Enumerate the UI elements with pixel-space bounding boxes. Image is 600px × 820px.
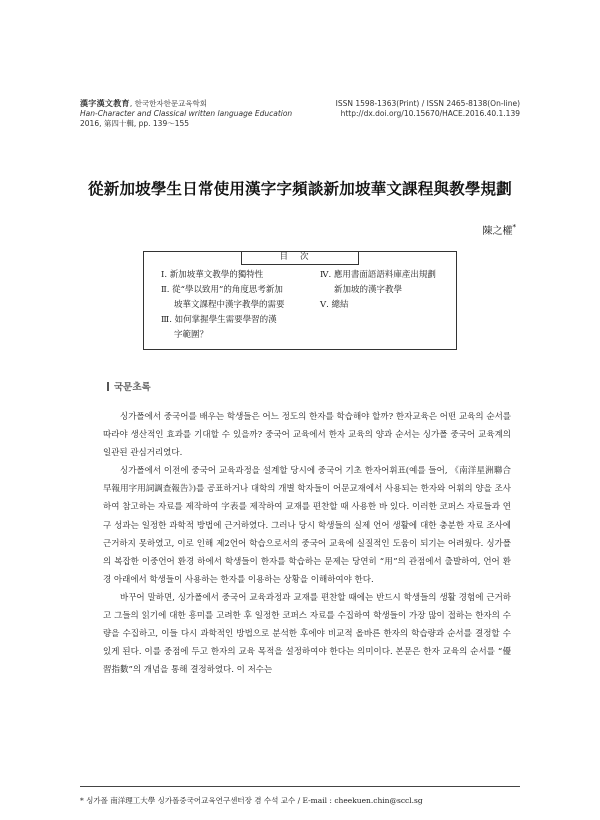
toc-item: Ⅳ. 應用書面語語料庫產出規劃 [320,270,436,280]
paper-title: 從新加坡學生日常使用漢字字頻談新加坡華文課程與教學規劃 [88,179,512,198]
footnote-divider [80,786,520,787]
issn: ISSN 1598-1363(Print) / ISSN 2465-8138(On-line) [335,99,520,108]
toc-item: 字範圍？ [174,330,209,340]
toc-item: Ⅰ. 新加坡華文教學的獨特性 [161,270,264,280]
author-footnote-mark: * [512,223,516,232]
society-name: 한국한자한문교육학회 [134,99,208,108]
toc-heading: 目次 [241,251,359,265]
toc-item: Ⅴ. 總結 [320,300,349,310]
journal-header: 漢字漢文教育, 한국한자한문교육학회 Han-Character and Classical written language Education 2016, 第四十輯, pp. 139～155 [80,99,293,128]
volume-info: 2016, 第四十輯, pp. 139～155 [80,119,190,128]
paragraph: 싱가폴에서 중국어를 배우는 학생들은 어느 정도의 한자를 학습해야 할까? 한자교육은 어떤 교육의 순서를 따라야 생산적인 효과를 기대할 수 있을까? 중국어 교육에서 한자 교육의 양과 순서는 싱가폴 중국어 교육계의 일관된 관심거리였다. [103,412,511,459]
toc-item: Ⅲ. 如何掌握學生需要學習的漢 [161,315,277,325]
table-of-contents [143,251,457,350]
toc-item: 新加坡的漢字教學 [334,285,403,295]
heading-bar [107,382,109,391]
toc-item: Ⅱ. 從“學以致用”的角度思考新加 [161,285,283,295]
abstract-body [103,408,511,679]
author [483,222,517,237]
issn-block [336,99,520,119]
author-name: 陳之權 [482,226,513,237]
abstract-heading-text: 국문초록 [114,382,151,393]
paragraph: 싱가폴에서 이전에 중국어 교육과정을 설계할 당시에 중국어 기초 한자어휘표(예를 들어, 《南洋星洲聯合早報用字用詞調查報告》)를 공표하거나 대학의 개별 학자들이 어문교재에서 사용되는 한자와 어휘의 양을 조사하여 참고하는 자료를 제작하여 字表를 제작하여 교재를 편찬할 때 사용한 바 있다. 이러한 코퍼스 자료들과 연구 성과는 일정한 과학적 방법에 근거하였다. 그러나 당시 학생들의 실제 언어 생활에 대한 충분한 자료 조사에 근거하지 못하였고, 이로 인해 제2언어 학습으로서의 중국어 교육에 실질적인 도움이 되기는 어려웠다. 싱가폴의 복잡한 이중언어 환경 하에서 학생들이 한자를 학습하는 문제는 당연히 “用”의 관점에서 출발하여, 언어 환경 아래에서 학생들이 사용하는 한자를 이용하는 상황을 이해하여야 한다. [103,466,511,585]
journal-logo: 漢字漢文教育 [80,99,130,108]
journal-english-name: Han-Character and Classical written language Education [80,109,293,118]
paragraph: 바꾸어 말하면, 싱가폴에서 중국어 교육과정과 교재를 편찬할 때에는 반드시 학생들의 생활 경험에 근거하고 그들의 읽기에 대한 흥미를 고려한 후 일정한 코퍼스 자료를 수집하여 학생들이 가장 많이 접하는 한자의 수량을 수집하고, 이들 다시 과학적인 방법으로 분석한 후에야 비교적 올바른 한자의 학습량과 순서를 결정할 수 있게 된다. 이를 중점에 두고 한자의 교육 목적을 설정하여야 한다는 의미이다. 본문은 한자 교육의 순서를 “優習指數”의 개념을 통해 결정하였다. 이 저수는 [103,592,511,676]
toc-item: 坡華文課程中漢字教學的需要 [174,300,285,310]
abstract-heading [107,379,151,393]
doi-link[interactable]: http://dx.doi.org/10.15670/HACE.2016.40.1.139 [340,109,520,118]
footnote: * 싱가폴 南洋理工大學 싱가폴중국어교육연구센터장 겸 수석 교수 / E-mail : cheekuen.chin@sccl.sg [80,796,423,805]
